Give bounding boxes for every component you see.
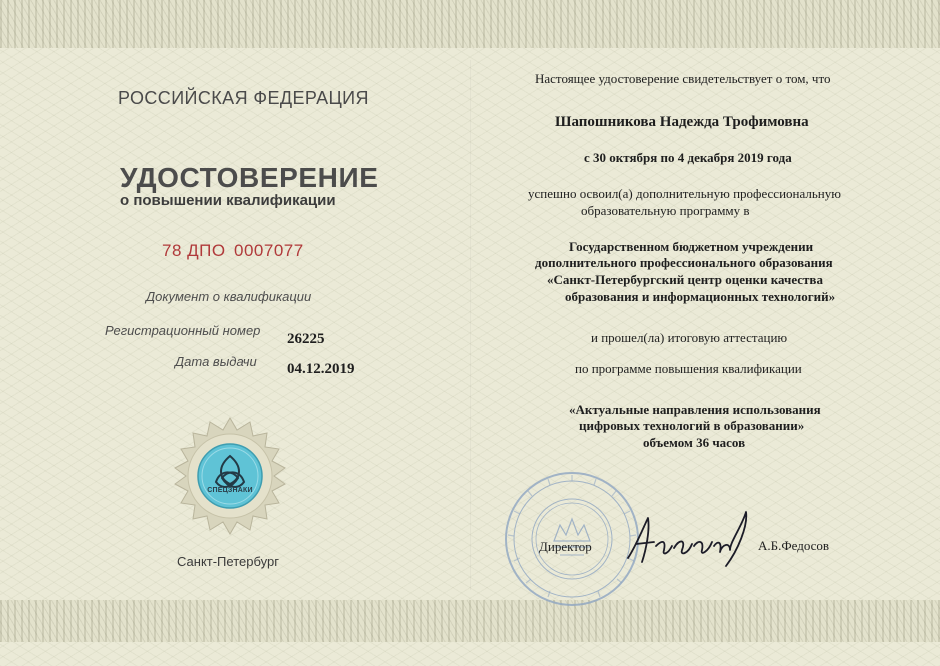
document-type-label: Документ о квалификации [146, 289, 312, 304]
training-period: с 30 октября по 4 декабря 2019 года [584, 150, 792, 165]
center-fold [470, 60, 471, 590]
trinity-knot-seal-icon [170, 416, 290, 536]
institution-line3: «Санкт-Петербургский центр оценки качества [547, 272, 823, 287]
director-label: Директор [539, 539, 592, 554]
intro-text: Настоящее удостоверение свидетельствует о том, что [535, 71, 831, 86]
registration-number-value: 26225 [287, 331, 325, 347]
director-name: А.Б.Федосов [758, 538, 830, 553]
document-title: УДОСТОВЕРЕНИЕ [120, 162, 379, 193]
document-series: 78 ДПО [162, 241, 226, 260]
institution-line2: дополнительного профессионального образования [535, 255, 833, 270]
top-guilloche-band [0, 0, 940, 48]
document-number: 0007077 [234, 241, 304, 260]
recipient-name: Шапошникова Надежда Трофимовна [555, 114, 809, 130]
institution-line4: образования и информационных технологий» [565, 289, 836, 304]
issue-date-label: Дата выдачи [175, 354, 257, 369]
program-label: по программе повышения квалификации [575, 361, 802, 376]
program-hours: объемом 36 часов [643, 435, 746, 450]
institution-line1: Государственном бюджетном учреждении [569, 239, 814, 254]
program-title-line1: «Актуальные направления использования [569, 402, 821, 417]
signature-icon [622, 506, 762, 568]
document-subtitle: о повышении квалификации [120, 192, 336, 209]
registration-number-label: Регистрационный номер [105, 323, 261, 338]
mastered-text-line2: образовательную программу в [581, 203, 750, 218]
program-title-line2: цифровых технологий в образовании» [579, 418, 805, 433]
attestation-text: и прошел(ла) итоговую аттестацию [591, 330, 788, 345]
country-name: РОССИЙСКАЯ ФЕДЕРАЦИЯ [118, 88, 369, 108]
bottom-guilloche-band [0, 600, 940, 642]
mastered-text-line1: успешно освоил(а) дополнительную профессиональную [528, 186, 841, 201]
issue-date-value: 04.12.2019 [287, 361, 355, 377]
seal-label: СПЕЦЗНАКИ [207, 487, 253, 494]
city-name: Санкт-Петербург [177, 554, 279, 569]
